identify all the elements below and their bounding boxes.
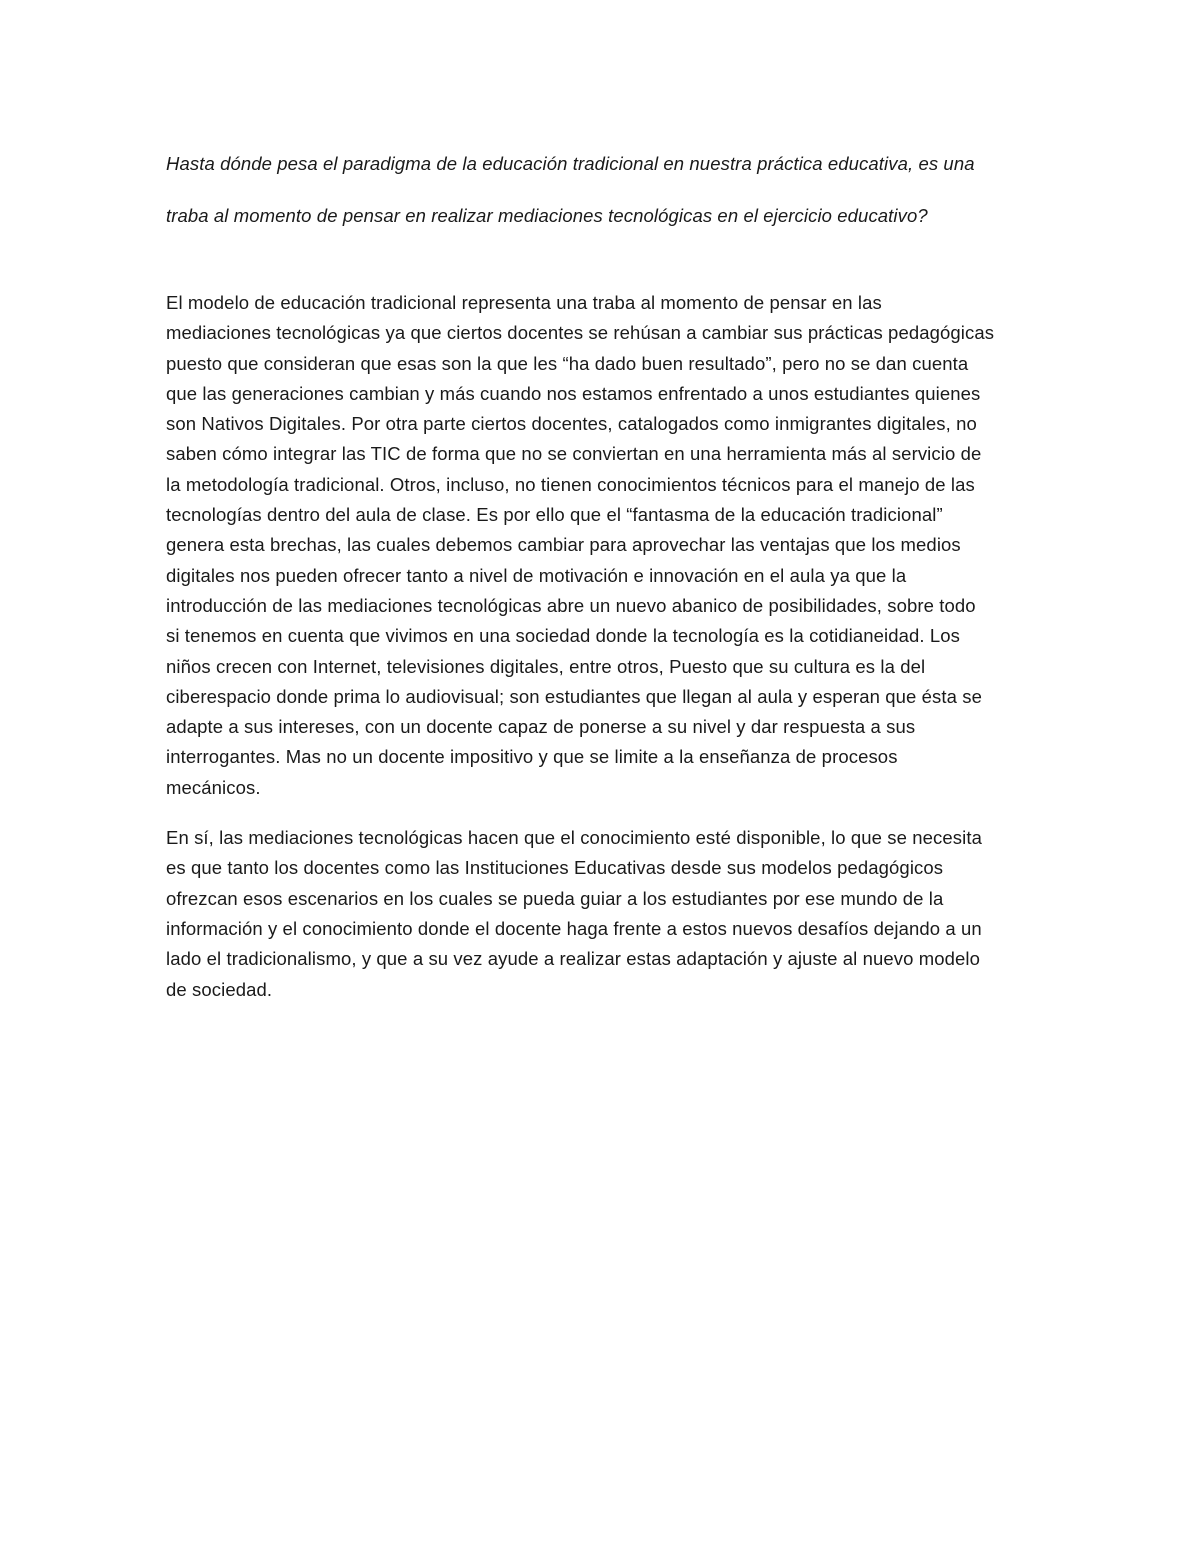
question-heading	[166, 138, 1046, 242]
text-line: digitales nos pueden ofrecer tanto a nivel de motivación e innovación en el aula ya que la	[166, 564, 907, 586]
text-line: ciberespacio donde prima lo audiovisual; son estudiantes que llegan al aula y esperan que ésta se	[166, 685, 983, 707]
text-line: la metodología tradicional. Otros, incluso, no tienen conocimientos técnicos para el manejo de las	[166, 473, 975, 495]
text-line: si tenemos en cuenta que vivimos en una sociedad donde la tecnología es la cotidianeidad. Los	[166, 625, 961, 647]
text-line: saben cómo integrar las TIC de forma que no se conviertan en una herramienta más al servicio de	[166, 443, 982, 465]
text-line: niños crecen con Internet, televisiones digitales, entre otros, Puesto que su cultura es la del	[166, 655, 926, 677]
paragraph-1	[166, 288, 1046, 803]
text-line: información y el conocimiento donde el docente haga frente a estos nuevos desafíos dejando a un	[166, 917, 982, 939]
text-line: adapte a sus intereses, con un docente capaz de ponerse a su nivel y dar respuesta a sus	[166, 716, 916, 738]
text-line: interrogantes. Mas no un docente impositivo y que se limite a la enseñanza de procesos	[166, 746, 898, 768]
text-line: tecnologías dentro del aula de clase. Es por ello que el “fantasma de la educación tradicional”	[166, 504, 943, 526]
text-line: lado el tradicionalismo, y que a su vez ayude a realizar estas adaptación y ajuste al nuevo modelo	[166, 948, 980, 970]
text-line: puesto que consideran que esas son la que les “ha dado buen resultado”, pero no se dan cuenta	[166, 352, 969, 374]
text-line: El modelo de educación tradicional representa una traba al momento de pensar en las	[166, 292, 882, 313]
document-body	[166, 288, 1046, 1005]
text-line: de sociedad.	[166, 978, 273, 1000]
text-line: introducción de las mediaciones tecnológicas abre un nuevo abanico de posibilidades, sobre todo	[166, 594, 976, 616]
text-line: ofrezcan esos escenarios en los cuales se pueda guiar a los estudiantes por ese mundo de la	[166, 887, 944, 909]
text-line: es que tanto los docentes como las Instituciones Educativas desde sus modelos pedagógicos	[166, 857, 944, 879]
text-line: que las generaciones cambian y más cuando nos estamos enfrentado a unos estudiantes quienes	[166, 382, 981, 404]
question-line: Hasta dónde pesa el paradigma de la educación tradicional en nuestra práctica educativa, es una	[166, 153, 975, 174]
text-line: genera esta brechas, las cuales debemos cambiar para aprovechar las ventajas que los medios	[166, 534, 961, 556]
text-line: mediaciones tecnológicas ya que ciertos docentes se rehúsan a cambiar sus prácticas pedagógicas	[166, 322, 995, 344]
text-line: En sí, las mediaciones tecnológicas hacen que el conocimiento esté disponible, lo que se necesita	[166, 827, 982, 849]
paragraph-2	[166, 823, 1046, 1005]
text-line: son Nativos Digitales. Por otra parte ciertos docentes, catalogados como inmigrantes digitales, no	[166, 413, 977, 435]
text-line: mecánicos.	[166, 776, 261, 798]
question-line: traba al momento de pensar en realizar mediaciones tecnológicas en el ejercicio educativo?	[166, 205, 928, 226]
